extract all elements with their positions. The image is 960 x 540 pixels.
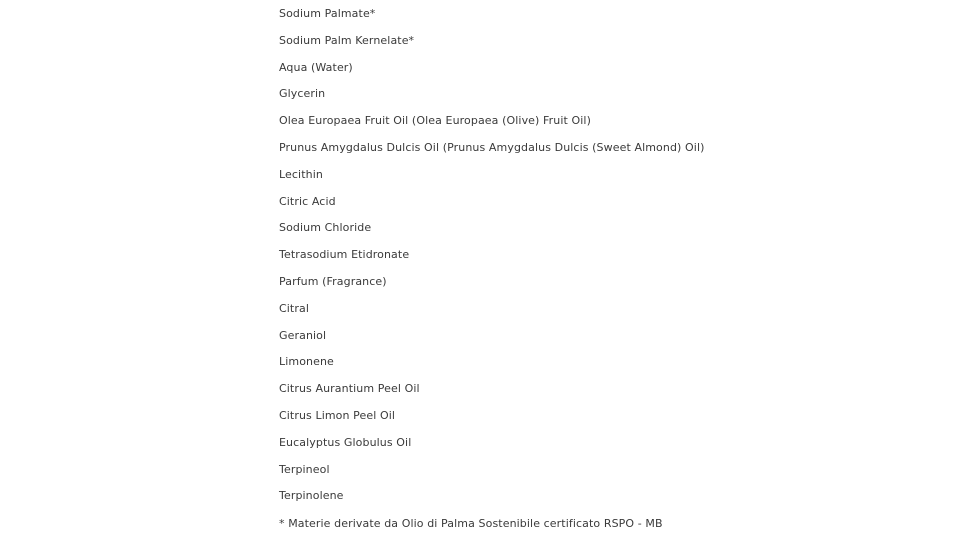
ingredient-item: Eucalyptus Globulus Oil — [279, 435, 412, 449]
ingredient-item: Geraniol — [279, 328, 327, 342]
rspo-footnote: * Materie derivate da Olio di Palma Sostenibile certificato RSPO - MB — [279, 517, 663, 530]
ingredient-item: Terpinolene — [279, 489, 344, 503]
ingredient-item: Sodium Palmate* — [279, 7, 376, 20]
ingredient-item: Sodium Chloride — [279, 221, 372, 235]
ingredient-item: Terpineol — [279, 462, 330, 476]
ingredient-item: Citrus Aurantium Peel Oil — [279, 382, 420, 396]
ingredient-item: Citral — [279, 301, 309, 315]
ingredient-item: Prunus Amygdalus Dulcis Oil (Prunus Amygdalus Dulcis (Sweet Almond) Oil) — [279, 140, 705, 154]
ingredient-item: Sodium Palm Kernelate* — [279, 33, 415, 47]
ingredient-item: Glycerin — [279, 87, 326, 101]
ingredient-item: Citric Acid — [279, 194, 336, 208]
ingredient-item: Lecithin — [279, 167, 323, 181]
ingredient-list — [279, 6, 705, 515]
ingredient-item: Olea Europaea Fruit Oil (Olea Europaea (Olive) Fruit Oil) — [279, 114, 591, 128]
ingredient-item: Limonene — [279, 355, 334, 369]
ingredient-item: Citrus Limon Peel Oil — [279, 408, 396, 422]
ingredient-item: Parfum (Fragrance) — [279, 274, 387, 288]
ingredient-item: Tetrasodium Etidronate — [279, 248, 410, 262]
ingredient-item: Aqua (Water) — [279, 60, 353, 74]
